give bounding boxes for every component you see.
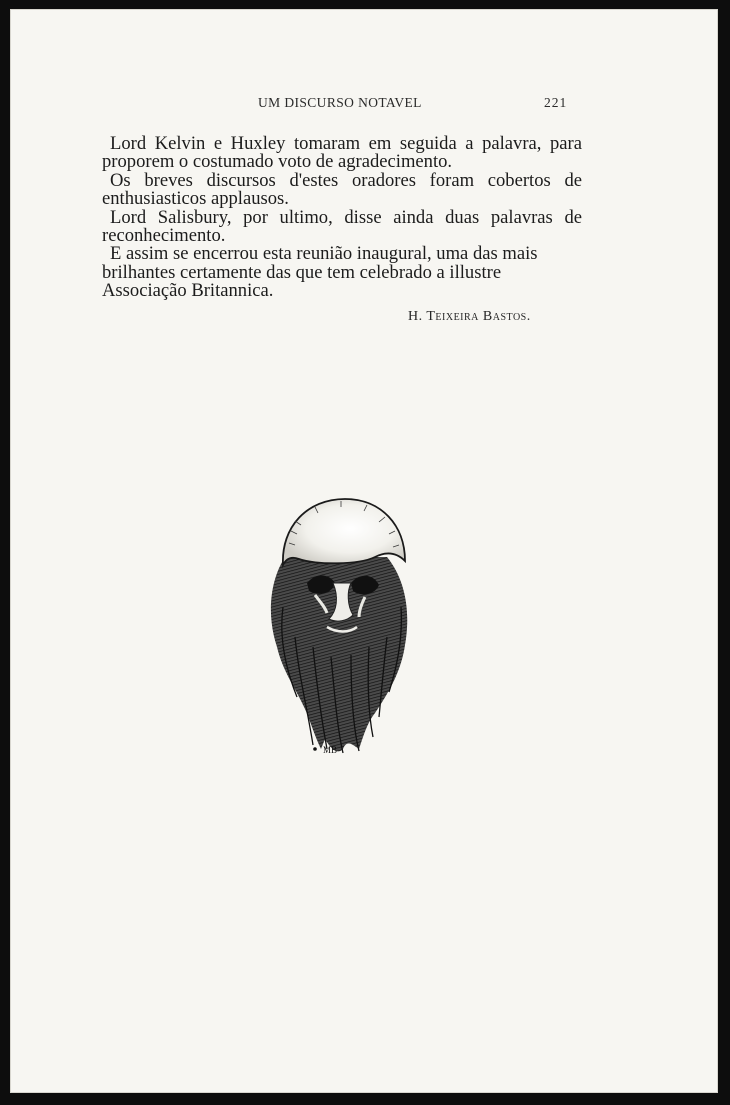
running-head: UM DISCURSO NOTAVEL xyxy=(258,95,422,110)
paragraph-4: E assim se encerrou esta reunião inaugural, uma das mais brilhantes certamente das que tem celebrado a illustre Associação Britannica. xyxy=(102,243,538,302)
author-signature: H. Teixeira Bastos. xyxy=(408,309,531,324)
svg-text:MB: MB xyxy=(323,745,338,755)
paragraph-3: Lord Salisbury, por ultimo, disse ainda duas palavras de reconhecimento. xyxy=(102,206,582,247)
paragraph-1: Lord Kelvin e Huxley tomaram em seguida a palavra, para proporem o costumado voto de agradecimento. xyxy=(102,133,582,173)
document-page xyxy=(10,9,718,1093)
skull-with-long-hair-engraving-icon xyxy=(255,487,415,757)
body-text xyxy=(102,135,582,301)
paragraph-2: Os breves discursos d'estes oradores foram cobertos de enthusiasticos applausos. xyxy=(102,169,582,210)
page-number: 221 xyxy=(544,95,568,110)
